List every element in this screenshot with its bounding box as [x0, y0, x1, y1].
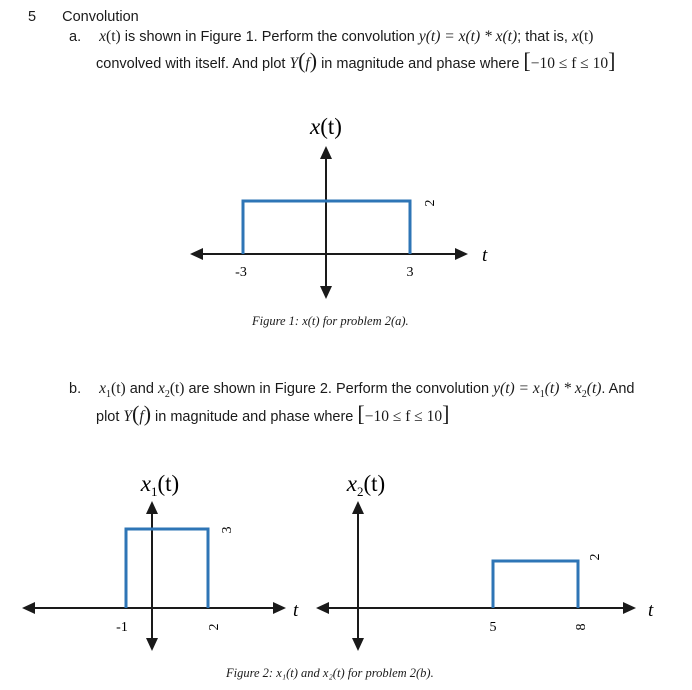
figure-1-tick-right: 3 — [406, 265, 414, 280]
part-b-x2: x — [157, 380, 165, 397]
figure-2-right-y-axis — [352, 501, 364, 651]
part-b-Y: Y — [123, 408, 133, 425]
figure-2-left-x-axis — [22, 602, 286, 614]
part-a-text-2: ; that is, — [517, 29, 572, 45]
figure-2-left-tick-right: 2 — [207, 623, 222, 631]
part-b-x1-arg: (t) — [111, 380, 126, 397]
figure-2-left-height-label: 3 — [220, 526, 235, 534]
part-a-range: −10 ≤ f ≤ 10 — [530, 55, 609, 72]
part-b-lbracket: [ — [357, 401, 365, 426]
figure-2-right-y-label: $x_2(t)$ — [346, 471, 386, 499]
part-b-x2-sub: 2 — [164, 388, 170, 400]
part-b-letter: b. — [69, 381, 82, 397]
figure-2-left-y-axis — [146, 501, 158, 651]
part-b-line-2 — [96, 401, 450, 426]
part-a-Y: Y — [289, 55, 299, 72]
part-a-x-2: x — [571, 28, 579, 45]
figure-2-left-tick-left: -1 — [116, 620, 128, 635]
part-b-text-2: are shown in Figure 2. Perform the convolution — [184, 381, 494, 397]
figure-2-right-tick-right: 8 — [574, 623, 589, 631]
problem-title: Convolution — [62, 9, 139, 25]
part-b-eq-sub2: 2 — [581, 388, 587, 400]
figure-2-right-x-label: t — [648, 600, 654, 621]
figure-2-right-tick-left: 5 — [489, 620, 497, 635]
part-a-text-1: is shown in Figure 1. Perform the convolution — [120, 29, 419, 45]
figure-1-tick-left: -3 — [235, 265, 247, 280]
figure-1-y-label: x(t) — [310, 114, 342, 139]
problem-number: 5 — [28, 9, 37, 25]
part-a-f: f — [305, 55, 310, 72]
part-b-rbracket: ] — [442, 401, 450, 426]
part-b-text-1: and — [125, 381, 158, 397]
part-a-rparen: ) — [309, 48, 318, 73]
figure-1-x-label: t — [482, 245, 488, 266]
part-a-lbracket: [ — [523, 48, 531, 73]
problem-heading — [28, 8, 139, 26]
part-b-eq-a: y(t) = x — [493, 380, 540, 397]
part-a-lparen: ( — [298, 48, 306, 73]
part-a-x: x — [99, 28, 107, 45]
figure-2-left-y-label: $x_1(t)$ — [140, 471, 180, 499]
figure-2-caption: Figure 2: x₁(t) and x₂(t) for problem 2(b). — [226, 666, 434, 680]
part-b-l2-text-1: plot — [96, 409, 124, 425]
figure-1-pulse — [243, 201, 410, 254]
part-b-eq-sub1: 1 — [539, 388, 545, 400]
part-b-x1: x — [99, 380, 107, 397]
part-b-rparen: ) — [143, 401, 152, 426]
part-a-line-2 — [96, 48, 616, 73]
figure-2-right-height-label: 2 — [588, 553, 603, 561]
part-b-eq-b: (t) * x — [544, 380, 582, 397]
part-a-letter: a. — [69, 29, 82, 45]
part-a-line-1 — [69, 28, 593, 46]
part-b-line-1 — [69, 380, 634, 404]
part-a-l2-text-1: convolved with itself. And plot — [96, 56, 290, 72]
figure-2-left-x-label: t — [293, 600, 299, 621]
figure-1-y-axis — [320, 146, 332, 299]
part-b-text-3: . And — [601, 381, 635, 397]
figure-2-right-pulse — [493, 561, 578, 608]
part-b-eq-c: (t) — [586, 380, 602, 397]
part-b-x1-sub: 1 — [106, 388, 112, 400]
figure-1-x-axis — [190, 248, 468, 260]
part-a-rbracket: ] — [608, 48, 616, 73]
part-b-l2-text-2: in magnitude and phase where — [151, 409, 358, 425]
figure-2-right-x-axis — [316, 602, 636, 614]
figure-1-height-label: 2 — [423, 199, 438, 207]
figure-1-caption: Figure 1: x(t) for problem 2(a). — [252, 314, 409, 328]
part-b-x2-arg: (t) — [169, 380, 185, 397]
part-b-f: f — [139, 408, 144, 425]
part-a-x-2-arg: (t) — [578, 28, 594, 45]
figure-2-left-pulse — [126, 529, 208, 608]
part-b-lparen: ( — [132, 401, 140, 426]
part-a-x-arg: (t) — [106, 28, 121, 45]
part-b-range: −10 ≤ f ≤ 10 — [364, 408, 443, 425]
part-a-l2-text-2: in magnitude and phase where — [317, 56, 524, 72]
part-a-equation: y(t) = x(t) * x(t) — [418, 28, 518, 45]
